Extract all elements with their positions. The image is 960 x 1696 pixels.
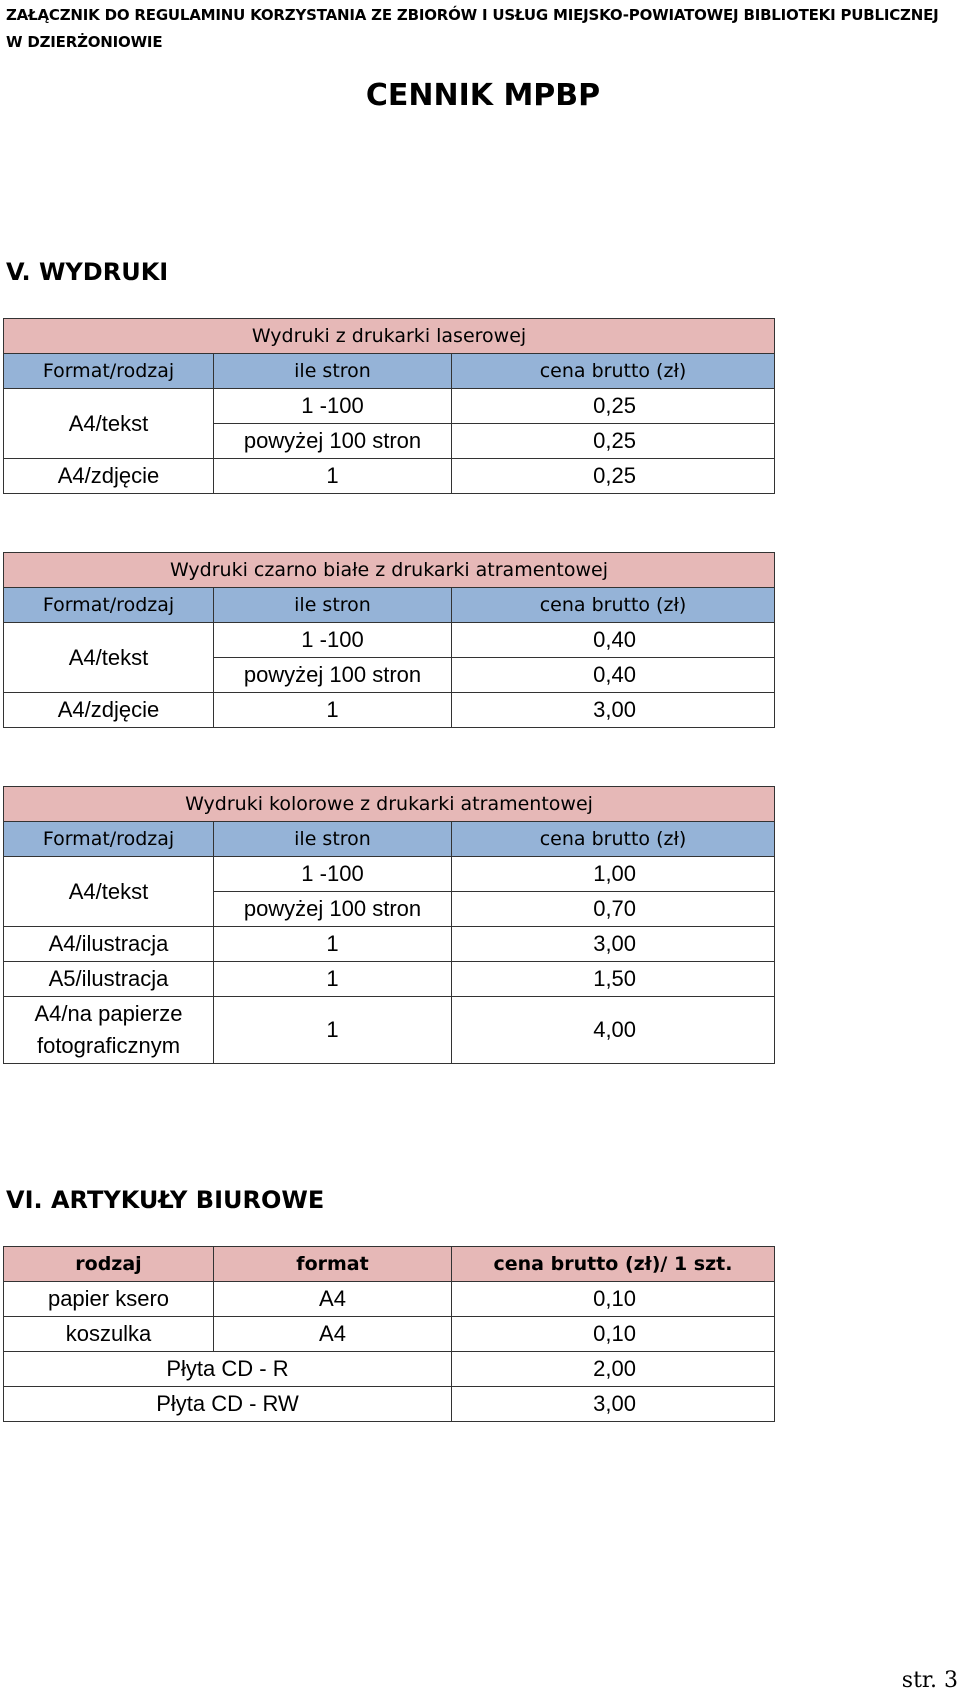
column-header-format: Format/rodzaj: [4, 822, 214, 857]
format-cell: A4/zdjęcie: [4, 459, 214, 494]
price-cell: 0,25: [452, 459, 775, 494]
inkjet-color-price-table: [3, 786, 775, 1064]
column-header-price: cena brutto (zł): [452, 354, 775, 389]
column-header-price: cena brutto (zł)/ 1 szt.: [452, 1247, 775, 1282]
column-header-price: cena brutto (zł): [452, 588, 775, 623]
format-cell: A4/tekst: [4, 623, 214, 693]
pages-cell: 1: [214, 962, 452, 997]
pages-cell: 1: [214, 693, 452, 728]
table-row: [4, 962, 775, 997]
table-row: [4, 389, 775, 424]
price-cell: 2,00: [452, 1352, 775, 1387]
column-header-pages: ile stron: [214, 822, 452, 857]
format-cell: A4/tekst: [4, 389, 214, 459]
format-cell: A4/ilustracja: [4, 927, 214, 962]
format-cell: A4: [214, 1282, 452, 1317]
table-row: [4, 459, 775, 494]
table-row: [4, 1317, 775, 1352]
table-title: Wydruki czarno białe z drukarki atramentowej: [4, 553, 775, 588]
column-header-format: Format/rodzaj: [4, 354, 214, 389]
pages-cell: 1 -100: [214, 623, 452, 658]
type-cell: Płyta CD - RW: [4, 1387, 452, 1422]
pages-cell: powyżej 100 stron: [214, 424, 452, 459]
column-header-format: Format/rodzaj: [4, 588, 214, 623]
pages-cell: 1: [214, 997, 452, 1064]
section-heading-printouts: V. WYDRUKI: [6, 258, 169, 286]
inkjet-bw-price-table: [3, 552, 775, 728]
office-supplies-price-table: [3, 1246, 775, 1422]
price-cell: 0,70: [452, 892, 775, 927]
header-note: ZAŁĄCZNIK DO REGULAMINU KORZYSTANIA ZE ZBIORÓW I USŁUG MIEJSKO-POWIATOWEJ BIBLIOTEKI PUBLICZNEJ W DZIERŻONIOWIE: [6, 6, 939, 51]
laser-price-table: [3, 318, 775, 494]
table-title: Wydruki z drukarki laserowej: [4, 319, 775, 354]
price-cell: 0,25: [452, 389, 775, 424]
price-cell: 0,40: [452, 658, 775, 693]
table-row: [4, 857, 775, 892]
table-row: [4, 623, 775, 658]
page-number: str. 3: [901, 1668, 958, 1693]
price-cell: 0,40: [452, 623, 775, 658]
document-title: CENNIK MPBP: [365, 78, 601, 113]
pages-cell: 1: [214, 459, 452, 494]
type-cell: papier ksero: [4, 1282, 214, 1317]
type-cell: koszulka: [4, 1317, 214, 1352]
price-cell: 1,00: [452, 857, 775, 892]
type-cell: Płyta CD - R: [4, 1352, 452, 1387]
column-header-price: cena brutto (zł): [452, 822, 775, 857]
price-cell: 0,10: [452, 1282, 775, 1317]
pages-cell: 1: [214, 927, 452, 962]
price-cell: 3,00: [452, 693, 775, 728]
format-cell: A4/tekst: [4, 857, 214, 927]
price-cell: 0,25: [452, 424, 775, 459]
pages-cell: powyżej 100 stron: [214, 892, 452, 927]
table-row: [4, 1282, 775, 1317]
table-row: [4, 927, 775, 962]
column-header-pages: ile stron: [214, 354, 452, 389]
format-cell: A4/zdjęcie: [4, 693, 214, 728]
price-cell: 3,00: [452, 927, 775, 962]
table-row: [4, 1387, 775, 1422]
column-header-pages: ile stron: [214, 588, 452, 623]
format-cell: A5/ilustracja: [4, 962, 214, 997]
format-line: A4/na papierze: [34, 1001, 183, 1026]
table-row: [4, 997, 775, 1064]
format-cell: [4, 997, 214, 1064]
table-row: [4, 693, 775, 728]
format-line: fotograficznym: [36, 1033, 181, 1058]
price-cell: 1,50: [452, 962, 775, 997]
column-header-format: format: [214, 1247, 452, 1282]
section-heading-office-supplies: VI. ARTYKUŁY BIUROWE: [6, 1186, 325, 1214]
price-cell: 3,00: [452, 1387, 775, 1422]
price-cell: 4,00: [452, 997, 775, 1064]
pages-cell: 1 -100: [214, 857, 452, 892]
pages-cell: powyżej 100 stron: [214, 658, 452, 693]
format-cell: A4: [214, 1317, 452, 1352]
price-cell: 0,10: [452, 1317, 775, 1352]
column-header-type: rodzaj: [4, 1247, 214, 1282]
table-title: Wydruki kolorowe z drukarki atramentowej: [4, 787, 775, 822]
table-row: [4, 1352, 775, 1387]
pages-cell: 1 -100: [214, 389, 452, 424]
